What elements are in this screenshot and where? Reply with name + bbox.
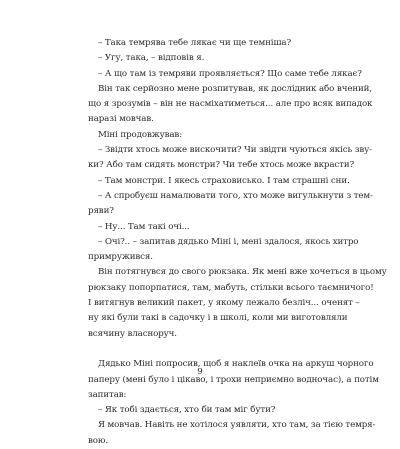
text-line: – Як тобі здається, хто би там міг бути?	[98, 405, 276, 416]
text-line: – Звідти хтось може вискочити? Чи звідти чуються якісь зву-	[98, 145, 372, 156]
text-line: примружився.	[88, 252, 153, 263]
text-line: вою.	[88, 435, 108, 446]
text-line: Міні продовжував:	[98, 129, 183, 140]
text-line: запитав:	[88, 389, 127, 400]
text-line: паперу (мені було і цікаво, і трохи неприємно водночас), а потім	[88, 374, 379, 385]
text-line: – Ну... Там такі очі...	[98, 221, 190, 232]
text-line: ну які були такі в садочку і в школі, коли ми виготовляли	[88, 313, 348, 324]
text-line: Я мовчав. Навіть не хотілося уявляти, хто там, за тією темря-	[98, 420, 376, 431]
text-line: – Угу, така, – відповів я.	[98, 53, 205, 64]
text-line: – Очі?.. – запитав дядько Міні і, мені здалося, якось хитро	[98, 236, 359, 247]
paragraph-gap	[88, 342, 328, 357]
text-line: – Така темрява тебе лякає чи ще темніша?	[98, 38, 292, 48]
text-line: – Там монстри. І якесь страховисько. І там страшні сни.	[98, 175, 350, 186]
text-line: ки? Або там сидять монстри? Чи тебе хтось може вкрасти?	[88, 160, 355, 171]
text-line: всячину власноруч.	[88, 328, 177, 339]
text-line: І витягнув великий пакет, у якому лежало безліч... оченят –	[88, 298, 360, 309]
text-line: рюкзаку попорпатися, там, мабуть, стільки всього таємничого!	[88, 282, 374, 293]
text-line: що я зрозумів – він не насміхатиметься... але про всяк випадок	[88, 99, 373, 110]
text-line: Він потягнувся до свого рюкзака. Як мені вже хочеться в цьому	[98, 267, 387, 278]
text-line: Дядько Міні попросив, щоб я наклеїв очка на аркуш чорного	[98, 359, 374, 370]
page-number: 9	[197, 367, 203, 377]
text-line: Він так серйозно мене розпитував, як дослідник або вчений,	[98, 83, 372, 94]
text-line: – А що там із темряви проявляється? Що саме тебе лякає?	[98, 68, 362, 79]
body-text	[88, 36, 387, 449]
text-line: – А спробуєш намалювати того, хто може вигулькнути з тем-	[98, 190, 373, 201]
text-line: наразі мовчав.	[88, 114, 154, 125]
text-line: ряви?	[88, 206, 114, 217]
